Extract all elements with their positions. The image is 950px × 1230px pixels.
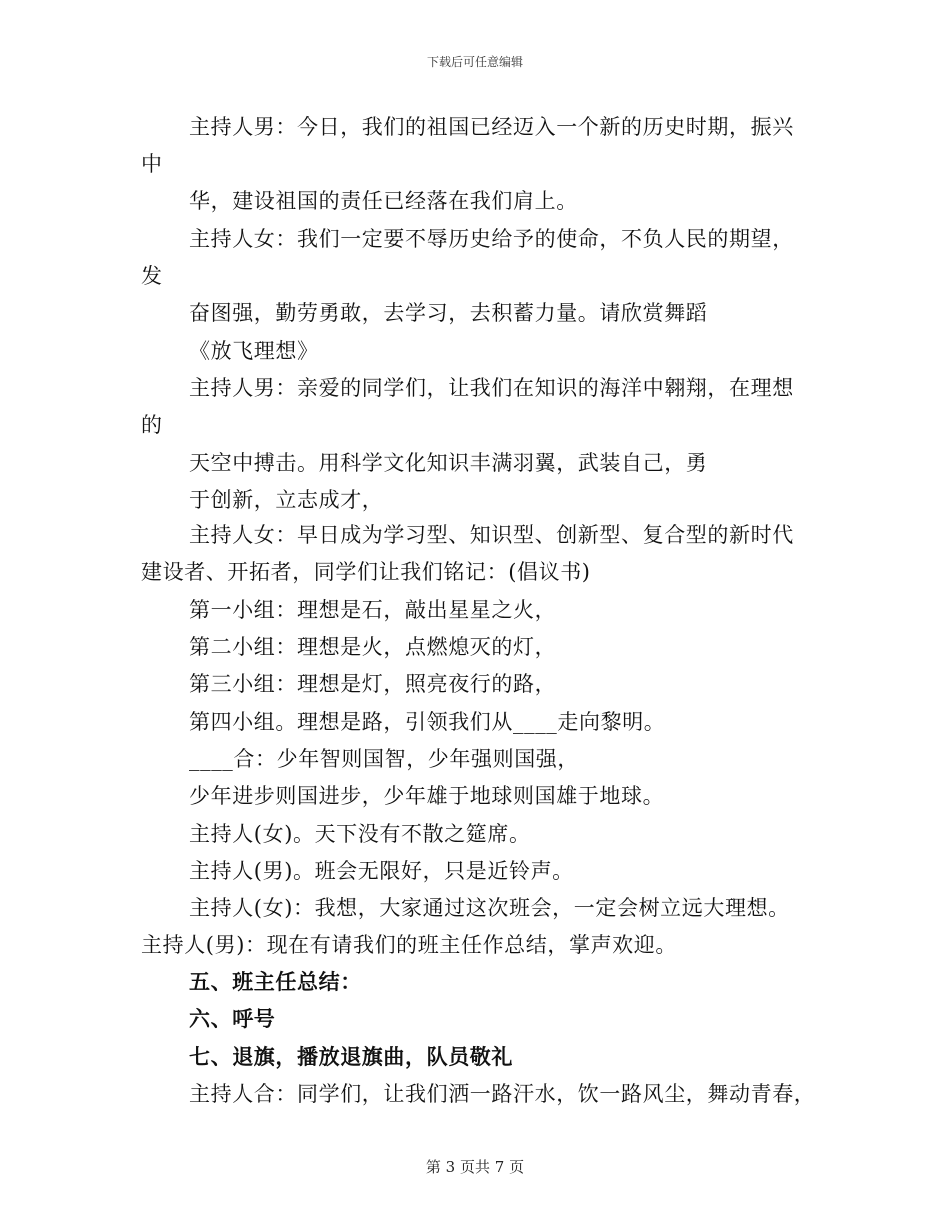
paragraph-line: 主持人(女)。天下没有不散之筵席。 [189,822,531,846]
paragraph-line: 奋图强，勤劳勇敢，去学习，去积蓄力量。请欣赏舞蹈 [189,301,708,325]
paragraph-line: 建设者、开拓者，同学们让我们铭记：(倡议书) [141,560,591,584]
paragraph-line: 发 [141,264,163,288]
paragraph-line: 的 [141,413,163,437]
page-header: 下载后可任意编辑 [426,55,523,69]
paragraph-line: 主持人(男)：现在有请我们的班主任作总结，掌声欢迎。 [141,933,677,957]
paragraph-line: 第一小组：理想是石，敲出星星之火， [189,598,557,622]
paragraph-line: 《放飞理想》 [189,339,319,363]
section-heading: 五、班主任总结： [189,969,362,994]
paragraph-line: 主持人合：同学们，让我们洒一路汗水，饮一路风尘，舞动青春， [189,1082,816,1106]
paragraph-line: 第二小组：理想是火，点燃熄灭的灯， [189,635,557,659]
paragraph-line: 中 [141,152,163,176]
section-heading: 七、退旗，播放退旗曲，队员敬礼 [189,1044,513,1069]
page-footer: 第 3 页共 7 页 [425,1158,525,1176]
paragraph-line: 主持人(男)。班会无限好，只是近铃声。 [189,859,574,883]
paragraph-line: 第四小组。理想是路，引领我们从____走向黎明。 [189,710,666,734]
paragraph-line: 第三小组：理想是灯，照亮夜行的路， [189,672,557,696]
paragraph-line: 主持人女：我们一定要不辱历史给予的使命，不负人民的期望， [189,227,794,251]
paragraph-line: 于创新，立志成才， [189,488,384,512]
section-heading: 六、呼号 [189,1006,276,1031]
paragraph-line: 华，建设祖国的责任已经落在我们肩上。 [189,189,578,213]
paragraph-line: ____合：少年智则国智，少年强则国强， [189,747,579,771]
paragraph-line: 天空中搏击。用科学文化知识丰满羽翼，武装自己，勇 [189,451,708,475]
paragraph-line: 主持人男：今日，我们的祖国已经迈入一个新的历史时期，振兴 [189,115,794,139]
paragraph-line: 少年进步则国进步，少年雄于地球则国雄于地球。 [189,784,665,808]
paragraph-line: 主持人男：亲爱的同学们，让我们在知识的海洋中翱翔，在理想 [189,376,794,400]
paragraph-line: 主持人女：早日成为学习型、知识型、创新型、复合型的新时代 [189,523,794,547]
paragraph-line: 主持人(女)：我想，大家通过这次班会，一定会树立远大理想。 [189,896,790,920]
